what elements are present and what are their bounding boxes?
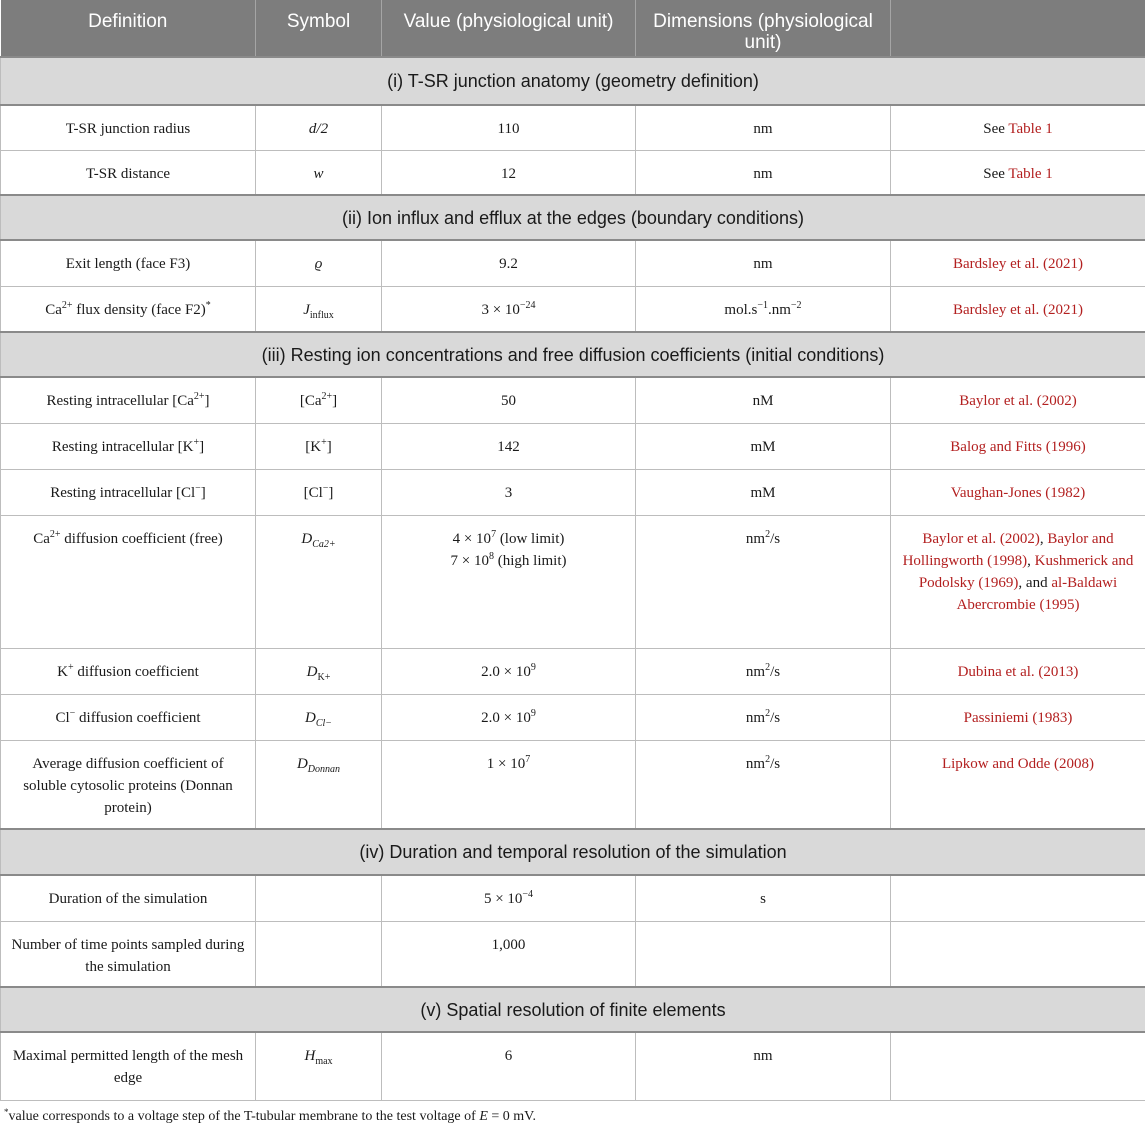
value-cell: 9.2 [382,240,636,286]
superscript: 2 [765,707,771,719]
reference-link[interactable]: Lipkow and Odde (2008) [891,740,1145,829]
dimension-text: /s [770,755,781,772]
footnote-text: value corresponds to a voltage step of the T-tubular membrane to the test voltage of [8,1108,480,1124]
definition-text: K [57,663,68,680]
reference-link[interactable]: Bardsley et al. (2021) [891,240,1145,286]
value-text: 4 × 10 [452,530,492,547]
superscript: 7 [525,753,531,765]
reference-link[interactable]: Vaughan-Jones (1982) [891,469,1145,515]
definition-text: ] [204,393,210,409]
value-text: 2.0 × 10 [481,709,531,726]
value-cell: 142 [382,423,636,469]
subscript: Cl− [315,717,333,729]
symbol-text: [Ca [299,393,322,409]
definition-text: Resting intracellular [Cl [50,484,196,501]
table-row [1,694,1145,740]
definition-text: Cl [55,709,70,726]
reference-cell [891,921,1145,987]
table-row [1,240,1145,286]
symbol-text: D [296,755,308,772]
symbol-cell [256,423,382,469]
table-row [1,515,1145,648]
dimensions-cell: nM [636,377,891,423]
dimension-text: /s [770,709,781,726]
superscript: 7 [491,528,497,540]
reference-cell [891,515,1145,648]
reference-link[interactable]: Kushmerick and Podolsky (1969) [918,552,1134,591]
superscript: − [322,482,329,494]
value-text: 7 × 10 [450,552,489,569]
separator: , [1027,552,1035,569]
subscript: influx [309,309,334,321]
dimensions-cell: nm [636,105,891,150]
section-title: (v) Spatial resolution of finite elements [1,987,1145,1032]
definition-cell [1,469,256,515]
value-cell [382,515,636,648]
superscript: 2 [765,661,771,673]
separator: , [1039,530,1048,547]
reference-link[interactable]: Baylor and Hollingworth (1998) [902,530,1114,569]
section-row [1,987,1145,1032]
value-cell [382,875,636,921]
subscript: K+ [317,671,331,683]
superscript: 2 [765,528,771,540]
reference-prefix: See [983,165,1009,182]
superscript: 2 [765,753,771,765]
superscript: −24 [519,299,536,311]
table-row [1,740,1145,829]
definition-cell [1,648,256,694]
header-value: Value (physiological unit) [382,0,636,57]
definition-cell: T-SR distance [1,150,256,195]
dimension-text: nm [745,709,766,726]
definition-cell: Number of time points sampled during the simulation [1,921,256,987]
dimension-text: nm [745,755,766,772]
symbol-text: H [304,1048,316,1064]
reference-link[interactable]: Bardsley et al. (2021) [891,286,1145,332]
value-cell: 110 [382,105,636,150]
definition-cell: Maximal permitted length of the mesh edge [1,1032,256,1100]
footnote-text: = 0 mV. [487,1108,536,1124]
definition-cell: Duration of the simulation [1,875,256,921]
table-footnote [0,1101,1145,1125]
value-cell [382,648,636,694]
table-row [1,469,1145,515]
symbol-text: [K [305,438,322,455]
superscript: 9 [530,707,536,719]
symbol-text: J [303,301,310,318]
symbol-cell [256,875,382,921]
value-line [390,550,627,572]
table-row [1,286,1145,332]
value-cell: 1,000 [382,921,636,987]
reference-link[interactable]: Baylor et al. (2002) [891,377,1145,423]
definition-cell [1,423,256,469]
reference-cell [891,150,1145,195]
symbol-cell [256,740,382,829]
dimensions-cell [636,648,891,694]
reference-link[interactable]: Passiniemi (1983) [891,694,1145,740]
dimensions-cell [636,921,891,987]
dimensions-cell [636,694,891,740]
symbol-text: D [306,663,318,680]
subscript: Donnan [307,763,341,775]
dimensions-cell: s [636,875,891,921]
value-cell [382,740,636,829]
superscript: + [321,436,327,448]
superscript: 2+ [193,391,205,402]
table-row [1,1032,1145,1100]
superscript: − [195,482,201,494]
section-row [1,829,1145,875]
reference-cell [891,105,1145,150]
value-cell: 3 [382,469,636,515]
table-row [1,105,1145,150]
superscript: 2+ [61,299,73,311]
reference-cell [891,1032,1145,1100]
subscript: max [315,1056,333,1067]
header-dimensions: Dimensions (physiological unit) [636,0,891,57]
definition-text: Resting intracellular [Ca [46,393,194,409]
definition-text: flux density (face F2) [72,301,206,318]
definition-cell [1,377,256,423]
symbol-cell [256,515,382,648]
symbol-cell [256,469,382,515]
symbol-cell [256,694,382,740]
dimensions-cell: nm [636,240,891,286]
definition-cell: T-SR junction radius [1,105,256,150]
reference-cell [891,875,1145,921]
dimensions-cell: nm [636,150,891,195]
value-cell [382,694,636,740]
dimension-text: .nm [768,301,791,318]
superscript: + [193,436,200,448]
dimension-text: nm [745,530,766,547]
definition-text: ] [199,438,205,455]
table-row [1,875,1145,921]
definition-cell: Average diffusion coefficient of soluble cytosolic proteins (Donnan protein) [1,740,256,829]
dimension-text: /s [770,530,781,547]
symbol-text: [Cl [303,484,323,501]
dimensions-cell: mM [636,469,891,515]
reference-prefix: See [983,121,1009,137]
symbol-cell: d/2 [256,105,382,150]
superscript: − [69,707,76,719]
symbol-cell: ϱ [256,240,382,286]
footnote-marker: * [205,299,211,311]
symbol-text: ] [326,438,332,455]
table-row [1,648,1145,694]
definition-text: Ca [45,301,62,318]
definition-text: diffusion coefficient (free) [60,530,223,547]
section-row [1,332,1145,377]
table-row [1,921,1145,987]
reference-link[interactable]: Baylor et al. (2002) [922,530,1040,547]
table-row [1,150,1145,195]
value-text: 5 × 10 [483,891,523,907]
definition-cell: Exit length (face F3) [1,240,256,286]
definition-text: diffusion coefficient [75,709,201,726]
definition-text: diffusion coefficient [73,663,199,680]
definition-cell [1,515,256,648]
symbol-text: ] [328,484,334,501]
dimension-text: /s [770,663,781,680]
value-cell [382,286,636,332]
definition-text: ] [200,484,206,501]
table-row [1,377,1145,423]
symbol-cell [256,648,382,694]
table-row [1,423,1145,469]
dimension-text: mol.s [724,301,758,318]
dimensions-cell: nm [636,1032,891,1100]
reference-link[interactable]: Table 1 [1008,121,1053,137]
definition-cell [1,286,256,332]
value-line [390,528,627,550]
separator: , and [1018,574,1052,591]
section-title: (ii) Ion influx and efflux at the edges (boundary conditions) [1,195,1145,240]
reference-link[interactable]: al-Baldawi Abercrombie (1995) [956,574,1118,613]
superscript: −1 [757,299,768,311]
dimensions-cell: mM [636,423,891,469]
symbol-cell [256,921,382,987]
header-definition: Definition [1,0,256,57]
definition-text: Resting intracellular [K [51,438,194,455]
superscript: −2 [790,299,802,311]
dimension-text: nm [745,663,766,680]
value-cell: 12 [382,150,636,195]
superscript: 8 [488,550,494,562]
header-symbol: Symbol [256,0,382,57]
definition-text: Ca [33,530,50,547]
dimensions-cell [636,515,891,648]
subscript: Ca2+ [312,538,336,550]
value-text: 1 × 10 [486,755,526,772]
value-cell: 6 [382,1032,636,1100]
section-title: (iv) Duration and temporal resolution of the simulation [1,829,1145,875]
dimensions-cell [636,740,891,829]
reference-link[interactable]: Table 1 [1008,165,1053,182]
header-reference [891,0,1145,57]
footnote-marker: * [4,1106,9,1117]
symbol-cell [256,286,382,332]
section-row [1,57,1145,105]
dimensions-cell [636,286,891,332]
footnote-variable: E [479,1108,488,1124]
symbol-cell: w [256,150,382,195]
superscript: 2+ [49,528,61,540]
symbol-text: ] [332,393,338,409]
section-row [1,195,1145,240]
symbol-text: D [301,530,313,547]
definition-cell [1,694,256,740]
value-cell: 50 [382,377,636,423]
symbol-cell [256,377,382,423]
superscript: 9 [530,661,536,673]
symbol-text: D [304,709,316,726]
section-title: (iii) Resting ion concentrations and free diffusion coefficients (initial conditions) [1,332,1145,377]
reference-link[interactable]: Dubina et al. (2013) [891,648,1145,694]
superscript: + [67,661,74,673]
header-row [1,0,1145,57]
value-text: 3 × 10 [481,301,520,318]
symbol-cell [256,1032,382,1100]
value-text: (low limit) [496,530,565,547]
superscript: −4 [522,889,534,900]
value-text: 2.0 × 10 [481,663,531,680]
section-title: (i) T-SR junction anatomy (geometry definition) [1,57,1145,105]
superscript: 2+ [321,391,333,402]
reference-link[interactable]: Balog and Fitts (1996) [891,423,1145,469]
value-text: (high limit) [493,552,567,569]
